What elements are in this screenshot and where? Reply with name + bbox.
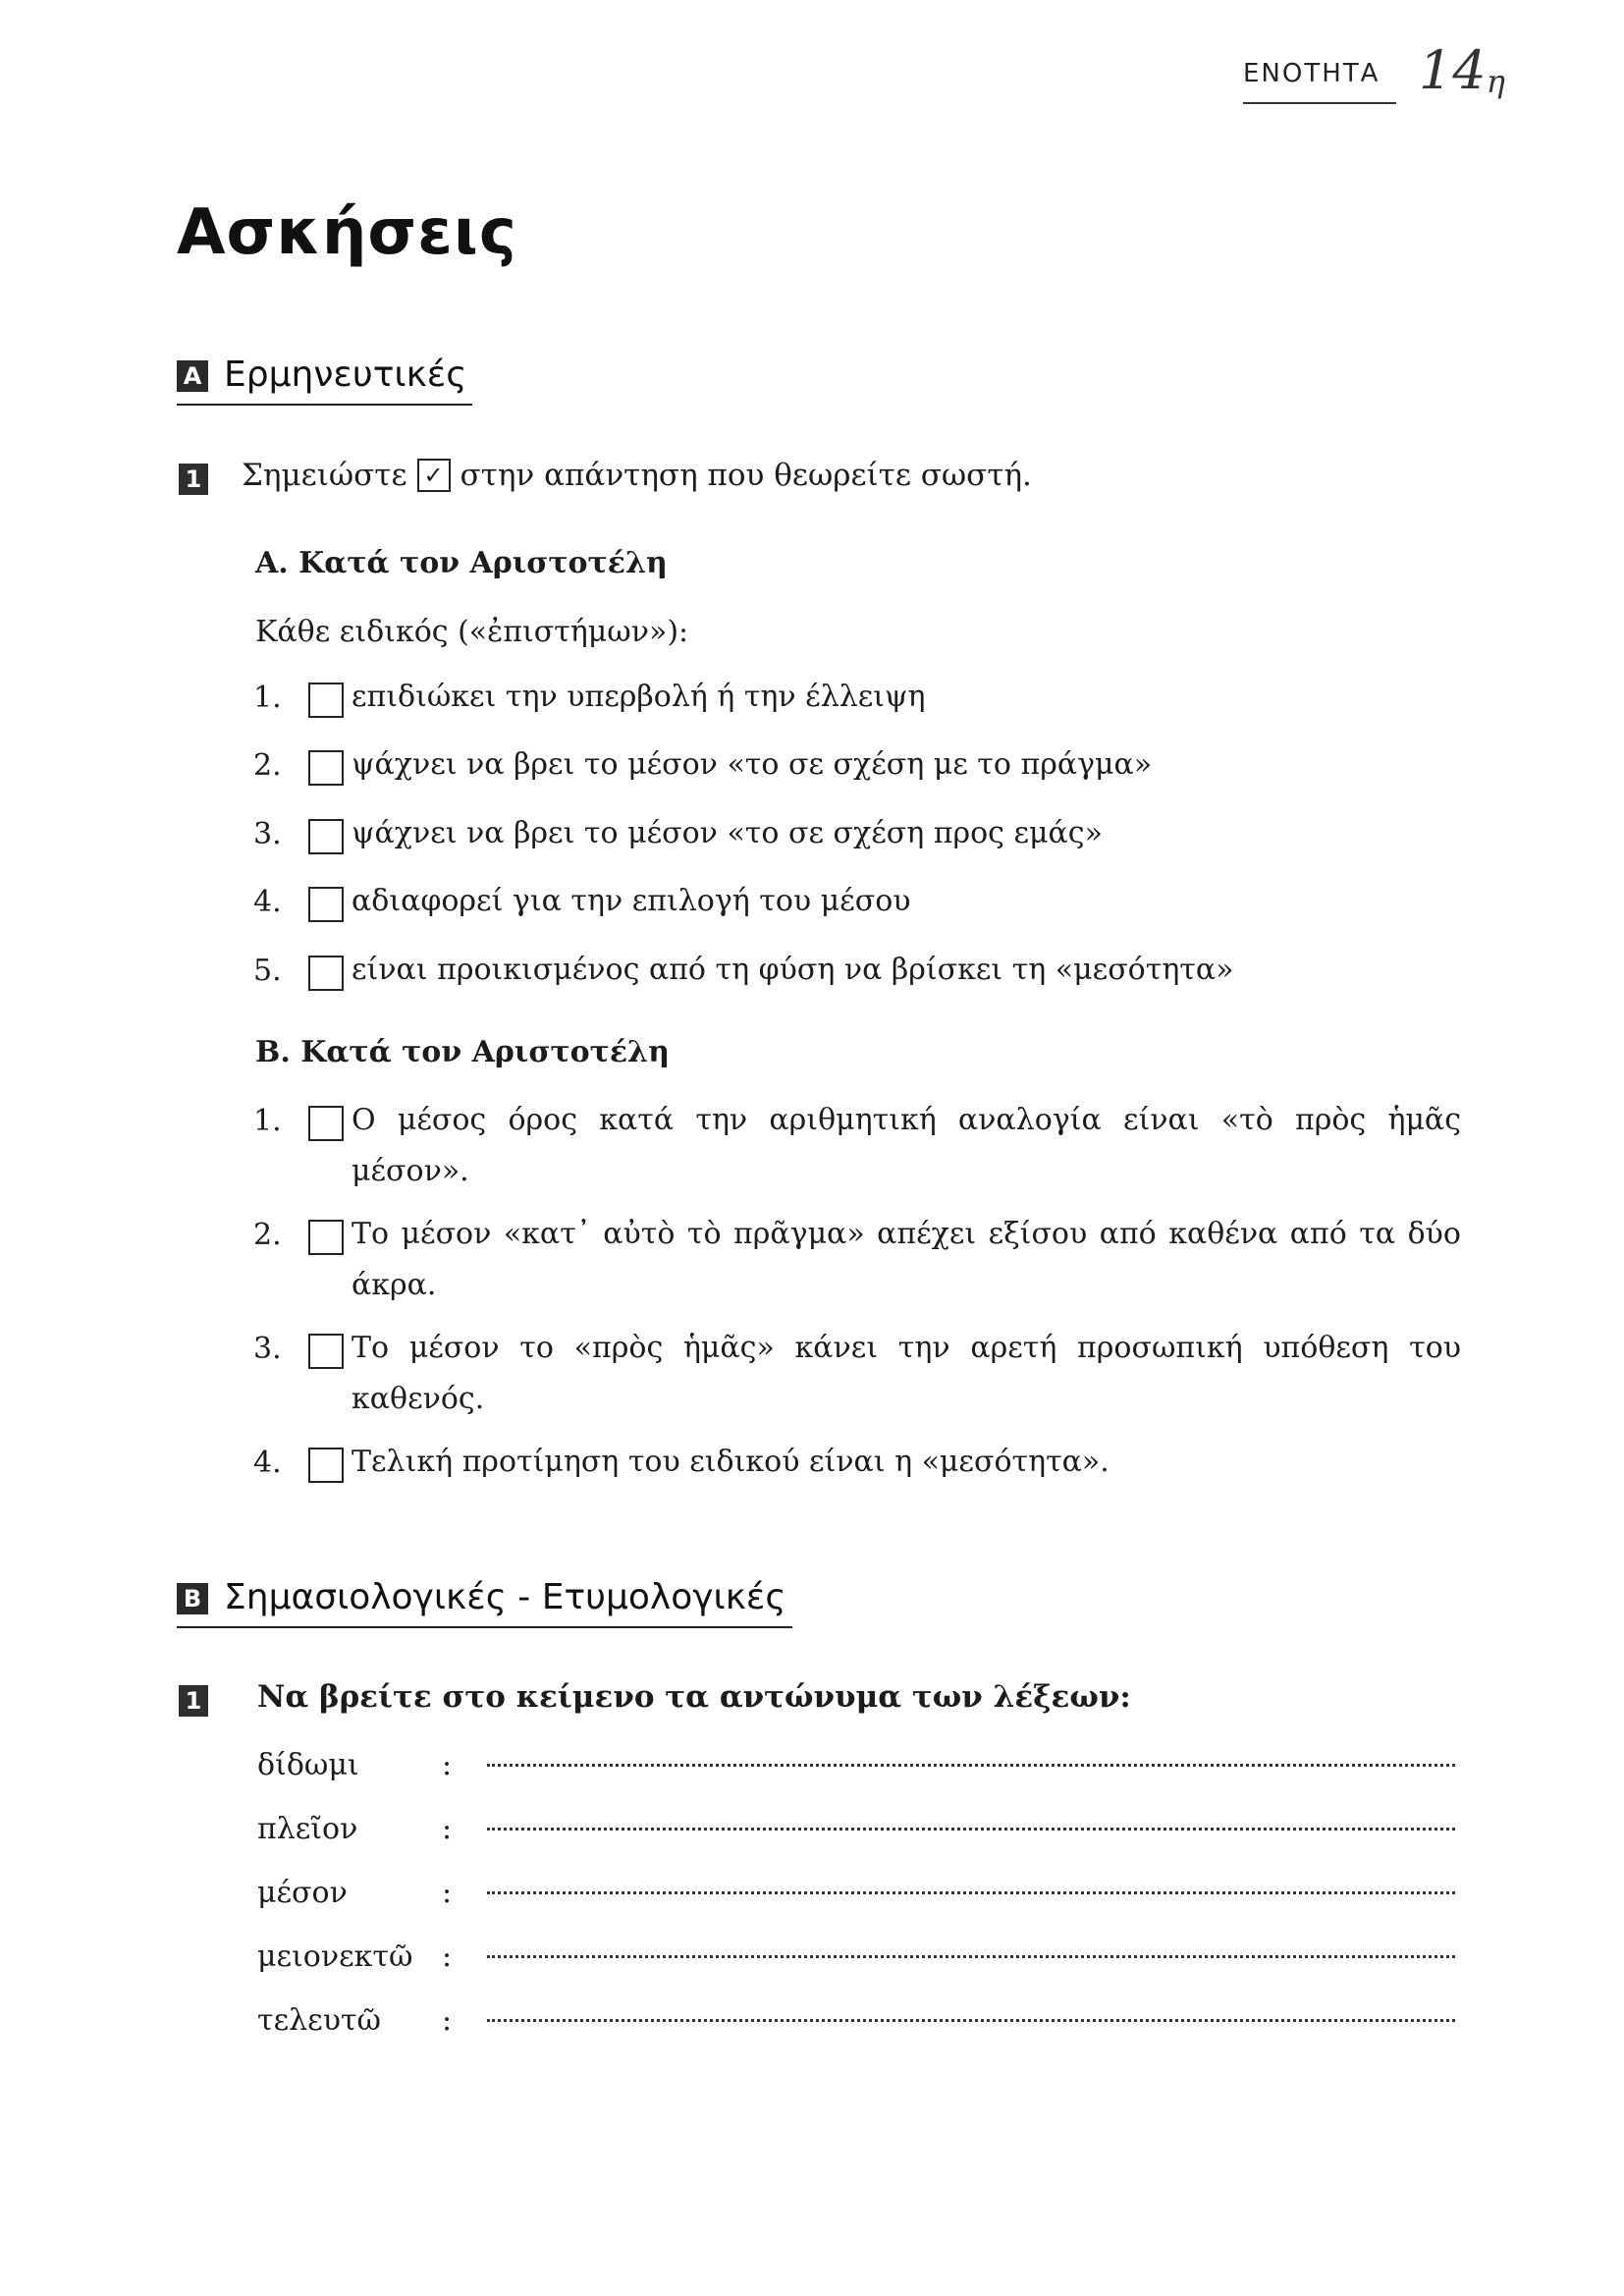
option-checkbox[interactable] xyxy=(308,1220,344,1255)
antonym-answer-line[interactable] xyxy=(487,1955,1455,1958)
section-b-letter-badge: B xyxy=(177,1583,208,1614)
option-text: ψάχνει να βρει το μέσον «το σε σχέση προς εμάς» xyxy=(352,816,1103,850)
option-text: επιδιώκει την υπερβολή ή την έλλειψη xyxy=(352,680,926,714)
option-number: 1. xyxy=(253,681,282,715)
antonym-colon: : xyxy=(442,1940,453,1974)
option-checkbox[interactable] xyxy=(308,1106,344,1141)
antonym-word: μέσον xyxy=(257,1876,348,1910)
option-number: 5. xyxy=(253,954,282,988)
antonym-word: τελευτῶ xyxy=(257,2003,381,2038)
exercise-b1-number-badge: 1 xyxy=(179,1685,208,1717)
antonym-colon: : xyxy=(442,2003,453,2038)
option-number: 2. xyxy=(253,748,282,783)
part-b-option-3 xyxy=(253,1332,1461,1425)
option-number: 3. xyxy=(253,817,282,851)
option-checkbox[interactable] xyxy=(308,1448,344,1483)
option-number: 4. xyxy=(253,885,282,919)
antonym-answer-line[interactable] xyxy=(487,2019,1455,2022)
section-b-heading xyxy=(177,1571,792,1628)
unit-number-suffix: η xyxy=(1486,63,1505,100)
check-mark-icon: ✓ xyxy=(417,459,451,492)
option-number: 1. xyxy=(253,1104,282,1138)
part-a-option-3 xyxy=(253,817,1461,859)
part-b-heading: Β. Κατά τον Αριστοτέλη xyxy=(255,1035,670,1069)
exercise-a1-instruction xyxy=(242,458,1032,493)
option-text: ψάχνει να βρει το μέσον «το σε σχέση με το πράγμα» xyxy=(352,747,1153,782)
instruction-text-before: Σημειώστε xyxy=(242,458,407,493)
option-text: Το μέσον «κατ᾽ αὐτὸ τὸ πρᾶγμα» απέχει εξίσου από καθένα από τα δύο άκρα. xyxy=(352,1217,1461,1302)
section-a-heading xyxy=(177,349,472,406)
part-b-option-4 xyxy=(253,1446,1461,1488)
option-number: 4. xyxy=(253,1446,282,1480)
part-b-option-2 xyxy=(253,1218,1461,1311)
option-checkbox[interactable] xyxy=(308,956,344,991)
option-text: Ο μέσος όρος κατά την αριθμητική αναλογία είναι «τὸ πρὸς ἡμᾶς μέσον». xyxy=(352,1103,1461,1188)
option-text: Τελική προτίμηση του ειδικού είναι η «μεσότητα». xyxy=(352,1445,1110,1479)
part-b-option-1 xyxy=(253,1104,1461,1197)
option-checkbox[interactable] xyxy=(308,1334,344,1369)
part-a-option-5 xyxy=(253,954,1461,996)
antonym-colon: : xyxy=(442,1748,453,1782)
section-a-letter-badge: A xyxy=(177,360,208,392)
antonym-answer-line[interactable] xyxy=(487,1828,1455,1831)
unit-number xyxy=(1419,39,1505,101)
antonym-colon: : xyxy=(442,1812,453,1846)
unit-number-value: 14 xyxy=(1419,39,1487,101)
antonym-row xyxy=(257,1876,1455,1910)
unit-label: ΕΝΟΤΗΤΑ xyxy=(1243,59,1396,104)
part-a-heading: Α. Κατά τον Αριστοτέλη xyxy=(255,546,668,580)
exercise-a1-number-badge: 1 xyxy=(179,464,208,495)
part-a-prompt: Κάθε ειδικός («ἐπιστήμων»): xyxy=(255,615,689,649)
option-number: 2. xyxy=(253,1218,282,1252)
option-number: 3. xyxy=(253,1332,282,1366)
part-a-option-4 xyxy=(253,885,1461,927)
option-text: αδιαφορεί για την επιλογή του μέσου xyxy=(352,884,911,918)
antonym-answer-line[interactable] xyxy=(487,1764,1455,1767)
section-b-title: Σημασιολογικές - Ετυμολογικές xyxy=(224,1576,786,1617)
part-a-option-2 xyxy=(253,748,1461,791)
option-text: Το μέσον το «πρὸς ἡμᾶς» κάνει την αρετή προσωπική υπόθεση του καθενός. xyxy=(352,1331,1461,1416)
option-text: είναι προικισμένος από τη φύση να βρίσκει τη «μεσότητα» xyxy=(352,953,1234,987)
antonym-word: πλεῖον xyxy=(257,1812,358,1846)
antonym-word: δίδωμι xyxy=(257,1748,359,1782)
exercise-b1-instruction: Να βρείτε στο κείμενο τα αντώνυμα των λέξεων: xyxy=(257,1679,1131,1715)
antonym-colon: : xyxy=(442,1876,453,1910)
antonym-word: μειονεκτῶ xyxy=(257,1940,413,1974)
option-checkbox[interactable] xyxy=(308,750,344,786)
option-checkbox[interactable] xyxy=(308,683,344,718)
antonym-row xyxy=(257,1812,1455,1846)
antonym-row xyxy=(257,1748,1455,1782)
instruction-text-after: στην απάντηση που θεωρείτε σωστή. xyxy=(460,458,1032,493)
option-checkbox[interactable] xyxy=(308,819,344,854)
antonym-row xyxy=(257,2003,1455,2038)
section-a-title: Ερμηνευτικές xyxy=(224,354,467,395)
page-title: Ασκήσεις xyxy=(177,196,517,269)
option-checkbox[interactable] xyxy=(308,887,344,922)
part-a-option-1 xyxy=(253,681,1461,723)
antonym-answer-line[interactable] xyxy=(487,1891,1455,1894)
antonym-row xyxy=(257,1940,1455,1974)
